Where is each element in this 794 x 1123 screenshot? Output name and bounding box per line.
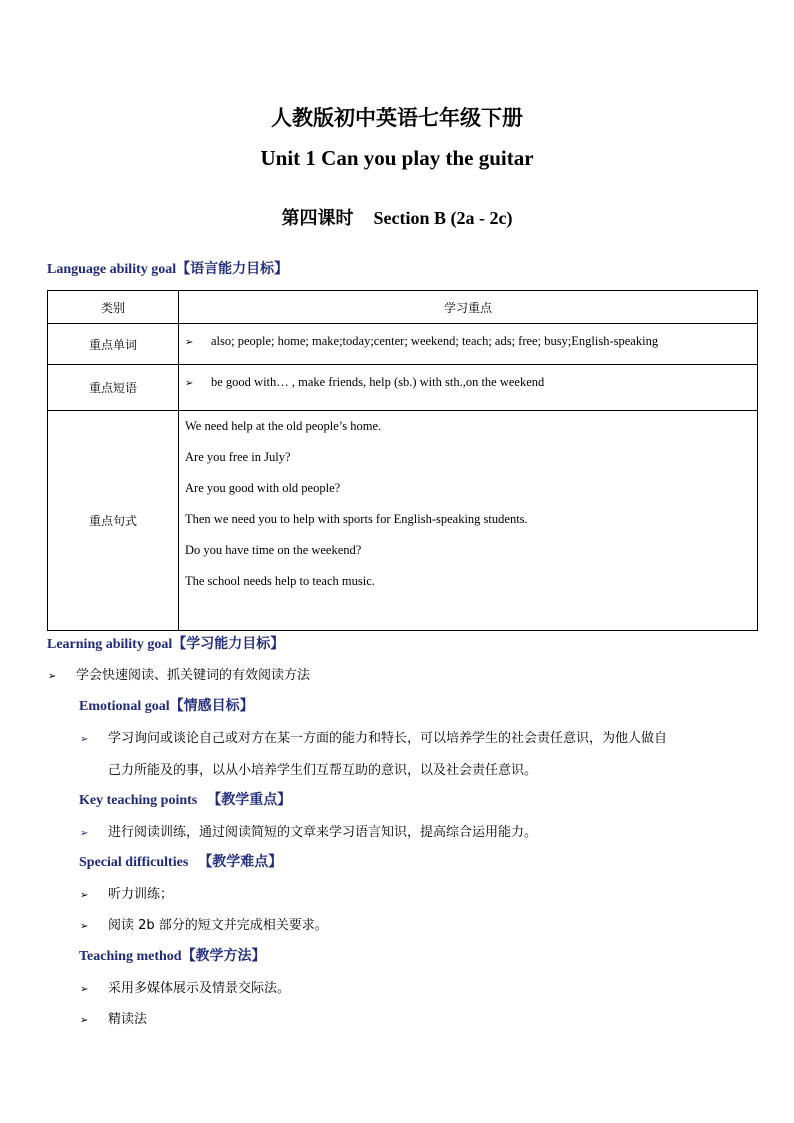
emotional-goal-item: ➢ 学习询问或谈论自己或对方在某一方面的能力和特长，可以培养学生的社会责任意识，为他人做自 (80, 731, 668, 746)
unit-title: Unit 1 Can you play the guitar (260, 146, 534, 170)
key-points-item: ➢ 进行阅读训练，通过阅读简短的文章来学习语言知识，提高综合运用能力。 (80, 825, 538, 840)
arrowhead-bullet-icon: ➢ (80, 890, 89, 901)
emotional-goal-en: Emotional goal (79, 699, 170, 714)
key-sentence: The school needs help to teach music. (185, 574, 375, 588)
method-item: ➢ 采用多媒体展示及情景交际法。 (80, 981, 291, 996)
language-goal-cn: 【语言能力目标】 (176, 261, 289, 277)
method-en: Teaching method (79, 949, 182, 964)
arrowhead-bullet-icon: ➢ (80, 984, 89, 995)
difficulties-heading (79, 851, 282, 871)
arrowhead-bullet-icon: ➢ (185, 337, 194, 348)
arrowhead-bullet-icon: ➢ (80, 921, 89, 932)
table-header-row (48, 291, 758, 324)
lesson-number: 第四课时 (281, 208, 354, 229)
key-sentence: Do you have time on the weekend? (185, 543, 362, 557)
arrowhead-bullet-icon: ➢ (80, 734, 89, 745)
key-points-heading (79, 789, 291, 809)
col-header-category: 类别 (48, 291, 179, 324)
method-cn: 【教学方法】 (181, 948, 266, 964)
arrowhead-bullet-icon: ➢ (48, 671, 57, 682)
table-row (48, 365, 758, 411)
row-category: 重点句式 (48, 411, 179, 631)
key-words: also; people; home; make;today;center; weekend; teach; ads; free; busy;English-speaking (211, 334, 659, 348)
row-category: 重点单词 (48, 324, 179, 365)
learning-goal-heading (47, 633, 284, 653)
lesson-title (0, 204, 794, 230)
emotional-goal-item-cont: 己力所能及的事，以从小培养学生们互帮互助的意识，以及社会责任意识。 (108, 763, 538, 778)
emotional-goal-cn: 【情感目标】 (169, 698, 254, 714)
difficulties-cn: 【教学难点】 (198, 854, 283, 870)
learning-goal-cn: 【学习能力目标】 (172, 636, 285, 652)
emotional-goal-heading (79, 695, 254, 715)
lesson-section: Section B (2a - 2c) (373, 208, 513, 228)
method-heading (79, 945, 266, 965)
arrowhead-bullet-icon: ➢ (185, 378, 194, 389)
learning-goal-item: ➢ 学会快速阅读、抓关键词的有效阅读方法 (48, 668, 311, 683)
study-focus-table (47, 290, 758, 631)
arrowhead-bullet-icon: ➢ (80, 828, 89, 839)
document-title: 人教版初中英语七年级下册 (271, 106, 523, 130)
difficulties-item: ➢ 听力训练； (80, 887, 174, 902)
arrowhead-bullet-icon: ➢ (80, 1015, 89, 1026)
language-goal-en: Language ability goal (47, 262, 177, 277)
difficulties-en: Special difficulties (79, 855, 189, 870)
table-row (48, 411, 758, 631)
row-content (179, 365, 758, 411)
row-content (179, 411, 758, 631)
difficulties-item: ➢ 阅读 2b 部分的短文并完成相关要求。 (80, 918, 328, 933)
row-content (179, 324, 758, 365)
key-points-en: Key teaching points (79, 793, 198, 808)
row-category: 重点短语 (48, 365, 179, 411)
col-header-focus: 学习重点 (179, 291, 758, 324)
table-row (48, 324, 758, 365)
key-sentence: Then we need you to help with sports for English-speaking students. (185, 512, 528, 526)
key-sentence: Are you good with old people? (185, 481, 341, 495)
learning-goal-en: Learning ability goal (47, 637, 173, 652)
key-sentence: We need help at the old people’s home. (185, 419, 382, 433)
key-sentence: Are you free in July? (185, 450, 291, 464)
key-points-cn: 【教学重点】 (207, 792, 292, 808)
language-goal-heading (47, 258, 288, 278)
key-phrases: be good with… , make friends, help (sb.) with sth.,on the weekend (211, 375, 545, 389)
method-item: ➢ 精读法 (80, 1012, 148, 1027)
